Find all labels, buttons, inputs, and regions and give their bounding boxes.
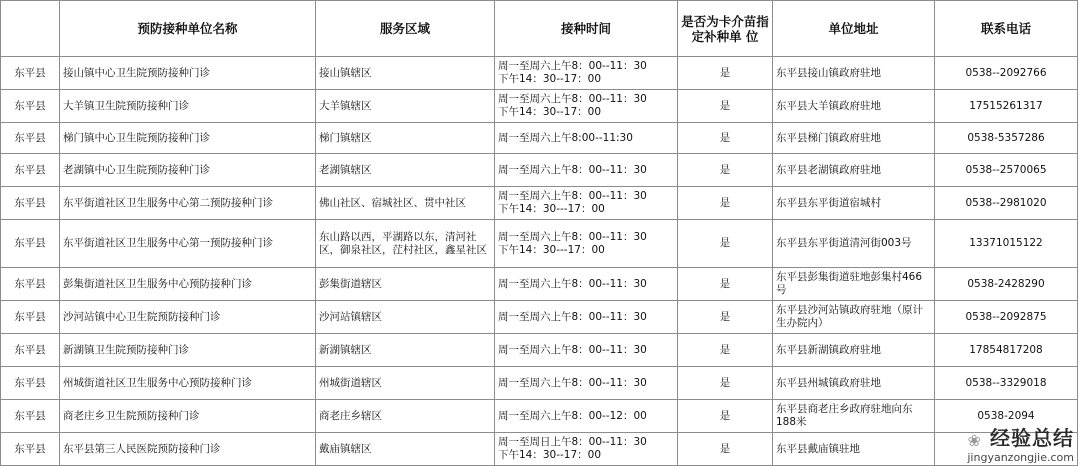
cell-vaccination-time: 周一至周六上午8：00--11：30 下午14：30---17：00 <box>495 220 678 268</box>
header-vaccination-time: 接种时间 <box>495 1 678 57</box>
cell-service-area: 东山路以西，平湖路以东，清河社区，御泉社区，茳村社区，鑫星社区 <box>316 220 495 268</box>
table-row <box>1 367 1078 400</box>
header-contact-phone: 联系电话 <box>935 1 1078 57</box>
cell-bcg-designated: 是 <box>678 187 773 220</box>
cell-bcg-designated: 是 <box>678 220 773 268</box>
cell-bcg-designated: 是 <box>678 433 773 466</box>
cell-county: 东平县 <box>1 433 60 466</box>
header-bcg-designated: 是否为卡介苗指定补种单 位 <box>678 1 773 57</box>
cell-unit-address: 东平县东平街道清河街003号 <box>773 220 935 268</box>
cell-county: 东平县 <box>1 367 60 400</box>
cell-county: 东平县 <box>1 123 60 154</box>
cell-bcg-designated: 是 <box>678 90 773 123</box>
cell-unit-name: 大羊镇卫生院预防接种门诊 <box>60 90 316 123</box>
watermark-title: 经验总结 <box>990 426 1074 450</box>
cell-service-area: 老湖镇辖区 <box>316 154 495 187</box>
cell-contact-phone: 0538--2092766 <box>935 57 1078 90</box>
cell-service-area: 戴庙镇辖区 <box>316 433 495 466</box>
cell-vaccination-time: 周一至周六上午8：00--11：30 <box>495 154 678 187</box>
cell-contact-phone: 0538--2092875 <box>935 301 1078 334</box>
table-row <box>1 187 1078 220</box>
cell-service-area: 佛山社区、宿城社区、贯中社区 <box>316 187 495 220</box>
table-row <box>1 400 1078 433</box>
cell-vaccination-time: 周一至周六上午8：00--12：00 <box>495 400 678 433</box>
cell-vaccination-time: 周一至周六上午8：00--11：30 <box>495 367 678 400</box>
cell-vaccination-time: 周一至周六上午8：00--11：30 下午14：30--17：00 <box>495 90 678 123</box>
cell-vaccination-time: 周一至周六上午8：00--11：30 <box>495 301 678 334</box>
cell-county: 东平县 <box>1 334 60 367</box>
cell-unit-address: 东平县戴庙镇驻地 <box>773 433 935 466</box>
table-row <box>1 220 1078 268</box>
cell-unit-name: 老湖镇中心卫生院预防接种门诊 <box>60 154 316 187</box>
cell-contact-phone: 13371015122 <box>935 220 1078 268</box>
cell-unit-address: 东平县新湖镇政府驻地 <box>773 334 935 367</box>
cell-unit-name: 梯门镇中心卫生院预防接种门诊 <box>60 123 316 154</box>
header-service-area: 服务区域 <box>316 1 495 57</box>
cell-contact-phone: 0538-2094 <box>935 400 1078 433</box>
table-row <box>1 154 1078 187</box>
table-row <box>1 57 1078 90</box>
cell-bcg-designated: 是 <box>678 268 773 301</box>
cell-unit-name: 州城街道社区卫生服务中心预防接种门诊 <box>60 367 316 400</box>
cell-vaccination-time: 周一至周日上午8：00--11：30 下午14：30--17：00 <box>495 433 678 466</box>
cell-unit-address: 东平县州城镇政府驻地 <box>773 367 935 400</box>
cell-vaccination-time: 周一至周六上午8：00--11：30 <box>495 268 678 301</box>
cell-service-area: 彭集街道辖区 <box>316 268 495 301</box>
cell-service-area: 商老庄乡辖区 <box>316 400 495 433</box>
cell-county: 东平县 <box>1 301 60 334</box>
cell-contact-phone: 0538-2428290 <box>935 268 1078 301</box>
cell-bcg-designated: 是 <box>678 334 773 367</box>
cell-contact-phone: 17515261317 <box>935 90 1078 123</box>
cell-contact-phone: 17854817208 <box>935 334 1078 367</box>
cell-unit-name: 新湖镇卫生院预防接种门诊 <box>60 334 316 367</box>
cell-unit-address: 东平县彭集街道驻地彭集村466号 <box>773 268 935 301</box>
cell-bcg-designated: 是 <box>678 400 773 433</box>
cell-service-area: 州城街道辖区 <box>316 367 495 400</box>
cell-service-area: 新湖镇辖区 <box>316 334 495 367</box>
table-row <box>1 123 1078 154</box>
cell-unit-address: 东平县商老庄乡政府驻地向东188米 <box>773 400 935 433</box>
table-row <box>1 268 1078 301</box>
cell-bcg-designated: 是 <box>678 154 773 187</box>
cell-county: 东平县 <box>1 154 60 187</box>
cell-county: 东平县 <box>1 268 60 301</box>
cell-unit-name: 东平街道社区卫生服务中心第二预防接种门诊 <box>60 187 316 220</box>
cell-contact-phone <box>935 433 1078 466</box>
table-row <box>1 433 1078 466</box>
cell-unit-name: 彭集街道社区卫生服务中心预防接种门诊 <box>60 268 316 301</box>
cell-county: 东平县 <box>1 57 60 90</box>
table-row <box>1 301 1078 334</box>
header-row <box>1 1 1078 57</box>
cell-contact-phone: 0538--2570065 <box>935 154 1078 187</box>
header-county <box>1 1 60 57</box>
cell-bcg-designated: 是 <box>678 367 773 400</box>
cell-vaccination-time: 周一至周六上午8:00--11:30 <box>495 123 678 154</box>
watermark-logo-icon: ❀ <box>967 431 981 450</box>
cell-unit-address: 东平县大羊镇政府驻地 <box>773 90 935 123</box>
cell-county: 东平县 <box>1 90 60 123</box>
cell-contact-phone: 0538--2981020 <box>935 187 1078 220</box>
cell-service-area: 梯门镇辖区 <box>316 123 495 154</box>
table-row <box>1 90 1078 123</box>
cell-contact-phone: 0538-5357286 <box>935 123 1078 154</box>
cell-bcg-designated: 是 <box>678 57 773 90</box>
cell-unit-address: 东平县接山镇政府驻地 <box>773 57 935 90</box>
cell-service-area: 接山镇辖区 <box>316 57 495 90</box>
cell-unit-name: 商老庄乡卫生院预防接种门诊 <box>60 400 316 433</box>
cell-unit-name: 东平街道社区卫生服务中心第一预防接种门诊 <box>60 220 316 268</box>
cell-bcg-designated: 是 <box>678 123 773 154</box>
cell-unit-address: 东平县梯门镇政府驻地 <box>773 123 935 154</box>
watermark-url: jingyanzongjie.com <box>967 451 1074 464</box>
cell-unit-name: 沙河站镇中心卫生院预防接种门诊 <box>60 301 316 334</box>
header-unit-address: 单位地址 <box>773 1 935 57</box>
table-row <box>1 334 1078 367</box>
header-unit-name: 预防接种单位名称 <box>60 1 316 57</box>
cell-vaccination-time: 周一至周六上午8：00--11：30 <box>495 334 678 367</box>
cell-unit-address: 东平县东平街道宿城村 <box>773 187 935 220</box>
cell-county: 东平县 <box>1 187 60 220</box>
cell-unit-name: 东平县第三人民医院预防接种门诊 <box>60 433 316 466</box>
cell-unit-address: 东平县沙河站镇政府驻地（原计生办院内） <box>773 301 935 334</box>
cell-county: 东平县 <box>1 220 60 268</box>
cell-contact-phone: 0538--3329018 <box>935 367 1078 400</box>
cell-bcg-designated: 是 <box>678 301 773 334</box>
cell-service-area: 沙河站镇辖区 <box>316 301 495 334</box>
cell-unit-name: 接山镇中心卫生院预防接种门诊 <box>60 57 316 90</box>
cell-service-area: 大羊镇辖区 <box>316 90 495 123</box>
cell-vaccination-time: 周一至周六上午8：00--11：30 下午14：30---17：00 <box>495 187 678 220</box>
cell-unit-address: 东平县老湖镇政府驻地 <box>773 154 935 187</box>
cell-county: 东平县 <box>1 400 60 433</box>
cell-vaccination-time: 周一至周六上午8：00--11：30 下午14：30--17：00 <box>495 57 678 90</box>
